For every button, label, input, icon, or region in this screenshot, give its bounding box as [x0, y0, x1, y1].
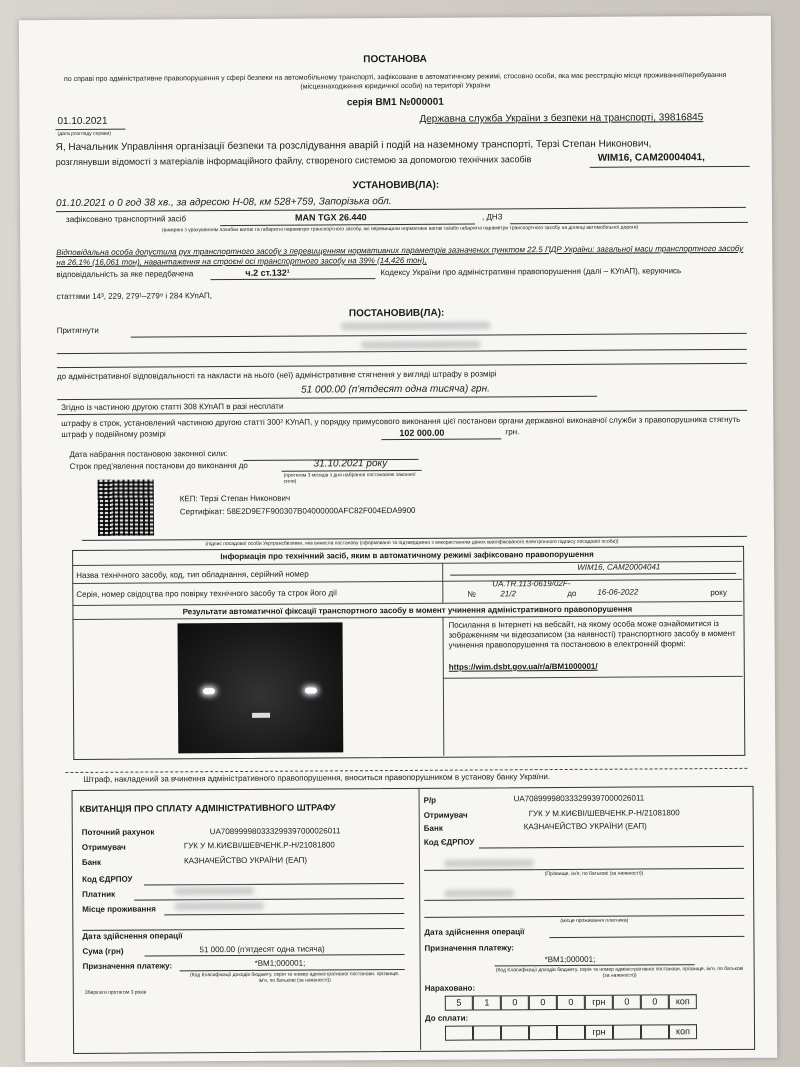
series-number: серія ВМ1 №000001 [346, 96, 444, 109]
deadline-caption: (протягом 3 місяців з дня набрання постановою законної сили) [283, 471, 416, 485]
payer-label: Платник [82, 889, 116, 899]
doc-subtitle: по справі про адміністративне правопорушення у сфері безпеки на автомобільному транспорті, зафіксоване в автоматичному режимі, стосовно особи, яка має реєстрацію місця проживання/перебування (місцезнаходження юридичної особи) на території України [63, 71, 727, 91]
doc-title: ПОСТАНОВА [363, 53, 427, 66]
date-caption: (дата розгляду справи) [57, 130, 112, 138]
pay-kop-cell-1[interactable] [641, 1024, 669, 1039]
digit-cell-3: 0 [529, 995, 557, 1010]
qr-code [98, 479, 154, 535]
vehicle-caption: (вимірені з урахуванням похибки вагові та габаритні параметри транспортного засобу, які перевищили нормативні вагові та/або габаритні параметри транспортного засобу на ділянці автомобільної дороги) [161, 224, 639, 234]
liability-label: відповідальність за яке передбачена [56, 269, 194, 280]
kep-signer: КЕП: Терзі Степан Никонович [179, 493, 291, 504]
pay-cell-4[interactable] [557, 1025, 585, 1040]
op-date-label-right: Дата здійснення операції [424, 927, 525, 937]
keep-note: Зберігати протягом 3 років [84, 989, 147, 996]
pay-kop-cell-0[interactable] [613, 1025, 641, 1040]
digit-cell-2: 0 [501, 995, 529, 1010]
agency-name: Державна служба України з безпеки на транспорті, 39816845 [419, 112, 704, 125]
vehicle-model: MAN TGX 26.440 [295, 212, 367, 223]
residence-caption: (місце проживання платника) [560, 917, 629, 925]
signature-note: (підпис посадової особи Укртрансбезпеки, яка винесла постанову (сформовано та підтверджено з використанням даних кваліфікованого електронного підпису посадової особи)) [205, 538, 619, 548]
articles-line: статтями 14³, 229, 279¹–279⁸ і 284 КУпАП, [56, 291, 213, 302]
purpose-caption-right: (Код Класифікації доходів бюджету, серія та номер адміністративної постанови, прізвище, ім'я, по батькові (за наявності)) [495, 965, 744, 979]
vehicle-label: зафіксовано транспортний засіб [66, 214, 187, 225]
certificate: Сертифікат: 58E2D9E7F900307B04000000AFC82F004EDA9900 [179, 505, 416, 517]
established-heading: УСТАНОВИВ(ЛА): [352, 179, 440, 192]
purpose-value-right: *ВМ1;000001; [544, 954, 596, 965]
pay-kop-label: коп [669, 1024, 697, 1039]
code-text: Кодексу України про адміністративні правопорушення (далі – КУпАП), керуючись [380, 266, 682, 278]
liability-text: до адміністративної відповідальності та накласти на нього (неї) адміністративне стягнення у вигляді штрафу в розмірі [56, 369, 497, 382]
violation-text: Відповідальна особа допустила рух транспортного засобу з перевищенням нормативних параметрів зазначених пунктом 22.5 ПДР України: загальної маси транспортного засобу на 26,1% (16,061 тон), навантаження на строєні осі транспортного засобу на 39% (14,426 тон), [56, 243, 744, 268]
technical-devices: WIM16, CAM20004041, [597, 152, 705, 164]
account-value: UA708999980333299397000026011 [209, 826, 341, 837]
article-308: Згідно із частиною другою статті 308 КУпАП в разі несплати [61, 401, 284, 413]
accrued-label: Нараховано: [424, 983, 476, 993]
account-label: Поточний рахунок [81, 827, 155, 837]
plate-label: , ДНЗ [482, 212, 503, 222]
deadline-date: 31.10.2021 року [313, 458, 388, 470]
intro-line-2: розглянувши відомості з матеріалів інформаційного файлу, створеного системою за допомогою технічних засобів [55, 154, 532, 168]
purpose-label: Призначення платежу: [82, 961, 173, 971]
fio-caption: (Прізвище, ім'я, по батькові (за наявності)) [544, 870, 644, 878]
edrpou-label-right: Код ЄДРПОУ [423, 837, 475, 847]
pay-cell-2[interactable] [501, 1025, 529, 1040]
paper-sheet [19, 16, 777, 1063]
article-number: ч.2 ст.132¹ [245, 267, 290, 278]
digit-cell-1: 1 [473, 995, 501, 1010]
grn-cell: грн [585, 995, 613, 1010]
bank-value: КАЗНАЧЕЙСТВО УКРАЇНИ (ЕАП) [183, 855, 308, 866]
cert-no-label: № [467, 589, 476, 599]
rp-label: Р/р [423, 795, 437, 805]
pay-cell-0[interactable] [445, 1026, 473, 1041]
pay-cell-1[interactable] [473, 1025, 501, 1040]
sum-value: 51 000.00 (п'ятдесят одна тисяча) [199, 944, 325, 955]
kop-cell-1: 0 [641, 994, 669, 1009]
when-where: 01.10.2021 о 0 год 38 хв., за адресою Н-08, км 528+759, Запорізька обл. [55, 196, 392, 210]
tech-name-label: Назва технічного засобу, код, тип обладнання, серійний номер [76, 569, 309, 580]
receipt-title: КВИТАНЦІЯ ПРО СПЛАТУ АДМІНІСТРАТИВНОГО ШТРАФУ [79, 802, 336, 814]
effective-date-label: Дата набрання постановою законної сили: [69, 449, 228, 460]
tech-heading: Інформація про технічний засіб, яким в автоматичному режимі зафіксовано правопорушення [220, 549, 594, 562]
cert-to-label: до [567, 588, 577, 598]
intro-line-1: Я, Начальник Управління організації безпеки та розслідування аварій і подій на наземному транспорті, Терзі Степан Никонович, [55, 138, 652, 154]
recipient-value-right: ГУК У М.КИЄВІ/ШЕВЧЕНК.Р-Н/21081800 [528, 808, 680, 819]
purpose-value: *ВМ1;000001; [254, 958, 306, 968]
pay-grn-cell: грн [585, 1025, 613, 1040]
bring-label: Притягнути [56, 325, 99, 336]
tech-name-value: WIM16, CAM20004041 [577, 562, 661, 572]
edrpou-label: Код ЄДРПОУ [82, 874, 133, 884]
results-heading: Результати автоматичної фіксації транспортного засобу в момент учинення адміністративного правопорушення [182, 604, 633, 617]
uah-label: грн. [505, 427, 520, 437]
cert-year-label: року [710, 587, 727, 598]
sum-label: Сума (грн) [82, 946, 124, 956]
cert-number: 21/2 [500, 589, 516, 599]
cert-date: 16-06-2022 [597, 587, 639, 597]
rp-value: UA708999980333299397000026011 [513, 793, 645, 804]
recipient-value: ГУК У М.КИЄВІ/ШЕВЧЕНК.Р-Н/21081800 [183, 840, 335, 851]
resolved-heading: ПОСТАНОВИВ(ЛА): [348, 307, 445, 320]
purpose-label-right: Призначення платежу: [424, 943, 515, 953]
double-fine: 102 000.00 [399, 427, 445, 438]
kop-cell-0: 0 [613, 995, 641, 1010]
kop-cell: коп [669, 994, 697, 1009]
pay-cell-3[interactable] [529, 1025, 557, 1040]
evidence-link-text: Посилання в Інтернеті на вебсайт, на якому особа може ознайомитися із зображенням чи відеозаписом (за наявності) транспортного засобу в момент учинення правопорушення та постановою в електронній формі: [448, 619, 736, 650]
cert-series: UA.TR.113-0619/02F- [492, 578, 571, 589]
digit-cell-4: 0 [557, 995, 585, 1010]
penalty-text: штрафу в строк, установлений частиною другою статті 300² КУпАП, у порядку примусового виконання цієї постанови органи державної виконавчої служби з правопорушника стягнуть штраф у подвійному розмірі [61, 414, 741, 440]
residence-label: Місце проживання [82, 904, 156, 914]
purpose-caption: (Код Класифікації доходів бюджету, серія та номер адміністративної постанови, прізвище, ім'я, по батькові (за наявності)) [190, 971, 400, 984]
bank-value-right: КАЗНАЧЕЙСТВО УКРАЇНИ (ЕАП) [523, 821, 647, 832]
cut-note: Штраф, накладений за вчинення адміністративного правопорушення, вноситься правопорушником в установу банку України. [83, 772, 551, 784]
bank-label-right: Банк [423, 823, 443, 833]
digit-cell-0: 5 [445, 996, 473, 1011]
tech-cert-label: Серія, номер свідоцтва про повірку технічного засобу та строк його дії [76, 588, 338, 599]
bank-label: Банк [81, 857, 102, 867]
deadline-label: Строк пред'явлення постанови до виконання до [69, 460, 248, 472]
recipient-label: Отримувач [81, 842, 126, 852]
evidence-link[interactable]: https://wim.dsbt.gov.ua/r/a/BM1000001/ [448, 661, 598, 672]
redacted-name [341, 321, 491, 330]
op-date-label: Дата здійснення операції [82, 931, 183, 941]
decision-date: 01.10.2021 [57, 115, 108, 128]
recipient-label-right: Отримувач [423, 810, 468, 820]
to-pay-label: До сплати: [424, 1013, 469, 1023]
fine-amount: 51 000.00 (п'ятдесят одна тисяча) грн. [301, 383, 490, 396]
vehicle-photo [178, 622, 344, 753]
